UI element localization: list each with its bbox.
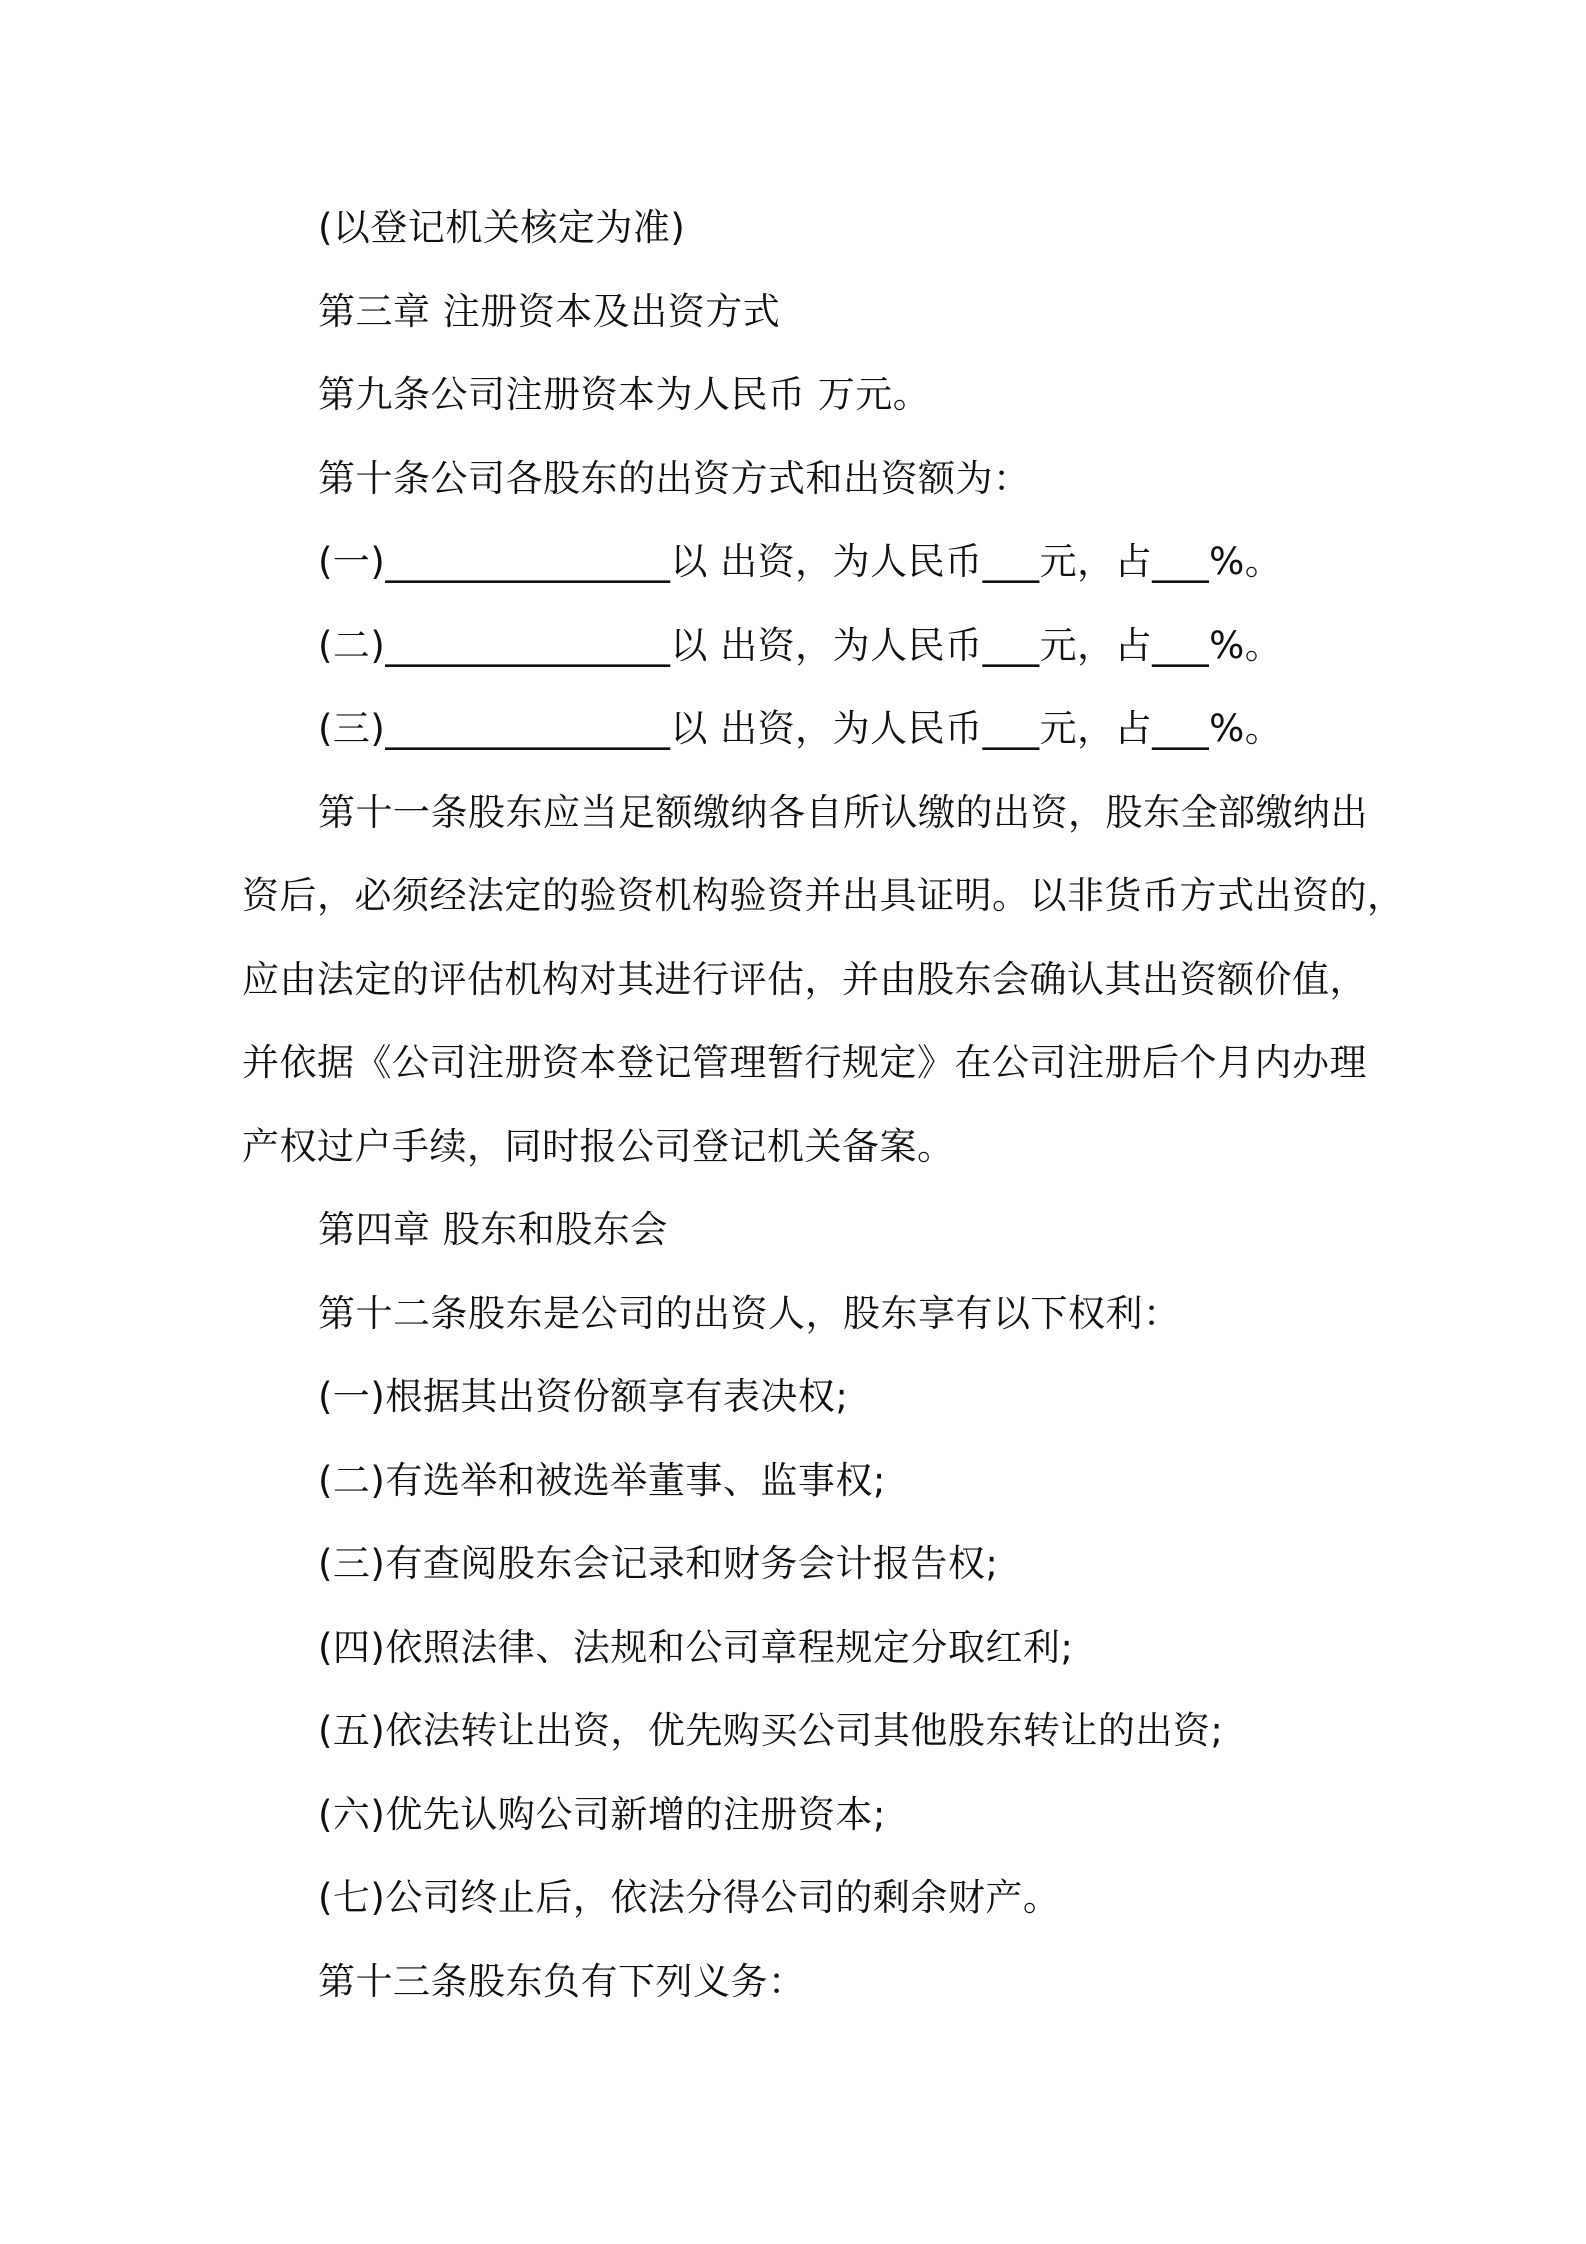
text-line: 资后，必须经法定的验资机构验资并出具证明。以非货币方式出资的， bbox=[242, 874, 1405, 917]
text-line: (五)依法转让出资，优先购买公司其他股东转让的出资; bbox=[318, 1709, 1224, 1752]
text-line: 产权过户手续，同时报公司登记机关备案。 bbox=[242, 1125, 955, 1168]
text-line: (四)依照法律、法规和公司章程规定分取红利; bbox=[318, 1626, 1074, 1669]
text-line: 第十条公司各股东的出资方式和出资额为： bbox=[318, 457, 1031, 500]
text-line: 第十一条股东应当足额缴纳各自所认缴的出资，股东全部缴纳出 bbox=[318, 791, 1368, 834]
chapter-heading: 第三章 注册资本及出资方式 bbox=[318, 290, 781, 333]
text-line: (六)优先认购公司新增的注册资本; bbox=[318, 1793, 886, 1836]
text-line: (一)_______________以 出资，为人民币___元，占___%。 bbox=[318, 540, 1283, 583]
text-line: (三)有查阅股东会记录和财务会计报告权; bbox=[318, 1542, 999, 1585]
text-line: 并依据《公司注册资本登记管理暂行规定》在公司注册后个月内办理 bbox=[242, 1041, 1367, 1084]
text-line: (二)有选举和被选举董事、监事权; bbox=[318, 1459, 886, 1502]
text-line: (七)公司终止后，依法分得公司的剩余财产。 bbox=[318, 1876, 1061, 1919]
text-line: (一)根据其出资份额享有表决权; bbox=[318, 1375, 849, 1418]
text-line: 第十三条股东负有下列义务： bbox=[318, 1960, 806, 2003]
text-line: 第十二条股东是公司的出资人，股东享有以下权利： bbox=[318, 1292, 1181, 1335]
chapter-heading: 第四章 股东和股东会 bbox=[318, 1208, 668, 1251]
text-line: (三)_______________以 出资，为人民币___元，占___%。 bbox=[318, 707, 1283, 750]
text-line: (二)_______________以 出资，为人民币___元，占___%。 bbox=[318, 624, 1283, 667]
text-line: 第九条公司注册资本为人民币 万元。 bbox=[318, 373, 931, 416]
text-line: 应由法定的评估机构对其进行评估，并由股东会确认其出资额价值， bbox=[242, 958, 1367, 1001]
text-line: (以登记机关核定为准) bbox=[318, 206, 686, 249]
